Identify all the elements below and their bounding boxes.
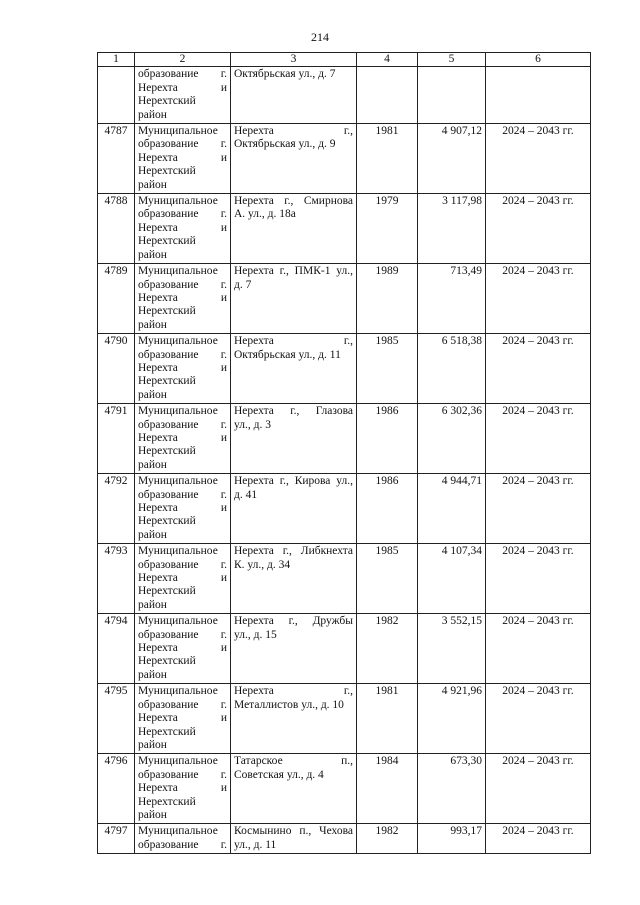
municipality-line: образование г. bbox=[138, 488, 227, 501]
address-line: Космынино п., Чехова bbox=[234, 825, 353, 838]
municipality-line: район bbox=[138, 248, 167, 261]
municipality-cell bbox=[135, 264, 231, 334]
period-cell: 2024 – 2043 гг. bbox=[486, 824, 591, 854]
row-number-cell: 4787 bbox=[98, 124, 135, 194]
municipality-cell bbox=[135, 614, 231, 684]
municipality-line: район bbox=[138, 318, 167, 331]
column-number: 6 bbox=[486, 53, 591, 67]
table-row bbox=[98, 754, 591, 824]
address-cell bbox=[231, 614, 357, 684]
address-cell bbox=[231, 334, 357, 404]
municipality-line: Муниципальное bbox=[138, 475, 218, 488]
housing-registry-table bbox=[97, 52, 591, 854]
municipality-line: Нерехтский bbox=[138, 795, 196, 808]
period-cell: 2024 – 2043 гг. bbox=[486, 544, 591, 614]
column-number: 3 bbox=[231, 53, 357, 67]
municipality-line: Нерехта и bbox=[138, 81, 227, 94]
address-cell bbox=[231, 824, 357, 854]
municipality-line: Нерехта и bbox=[138, 361, 227, 374]
row-number-cell: 4791 bbox=[98, 404, 135, 474]
table-row bbox=[98, 124, 591, 194]
municipality-line: Муниципальное bbox=[138, 265, 218, 278]
address-line: Нерехта г., Дружбы bbox=[234, 615, 353, 628]
municipality-line: Нерехта и bbox=[138, 502, 227, 514]
municipality-line: Нерехтский bbox=[138, 445, 196, 458]
year-cell: 1985 bbox=[357, 334, 418, 404]
column-number-row bbox=[98, 53, 591, 67]
page-number: 214 bbox=[311, 30, 329, 44]
cost-cell: 6 302,36 bbox=[418, 404, 486, 474]
address-cell bbox=[231, 194, 357, 264]
address-line: Металлистов ул., д. 10 bbox=[234, 698, 344, 711]
municipality-cell bbox=[135, 824, 231, 854]
cost-cell: 673,30 bbox=[418, 754, 486, 824]
municipality-line: Муниципальное bbox=[138, 615, 218, 628]
address-cell bbox=[231, 474, 357, 544]
municipality-line: Нерехтский bbox=[138, 165, 196, 178]
address-line: Советская ул., д. 4 bbox=[234, 768, 324, 781]
municipality-line: Муниципальное bbox=[138, 405, 218, 418]
municipality-line: образование г. bbox=[138, 348, 227, 361]
municipality-line: образование г. bbox=[138, 768, 227, 781]
address-line: Нерехта г., Глазова bbox=[234, 405, 353, 418]
municipality-line: Нерехтский bbox=[138, 305, 196, 318]
address-line: Нерехта г., Кирова ул., bbox=[234, 475, 353, 488]
municipality-line: район bbox=[138, 528, 167, 541]
municipality-line: образование г. bbox=[138, 838, 227, 851]
municipality-cell bbox=[135, 124, 231, 194]
row-number-cell: 4796 bbox=[98, 754, 135, 824]
municipality-line: район bbox=[138, 808, 167, 821]
period-cell: 2024 – 2043 гг. bbox=[486, 264, 591, 334]
cost-cell: 3 117,98 bbox=[418, 194, 486, 264]
municipality-line: район bbox=[138, 178, 167, 191]
period-cell: 2024 – 2043 гг. bbox=[486, 124, 591, 194]
municipality-line: Муниципальное bbox=[138, 685, 218, 698]
municipality-line: Нерехтский bbox=[138, 515, 196, 528]
municipality-line: Нерехта и bbox=[138, 221, 227, 234]
municipality-line: образование г. bbox=[138, 698, 227, 711]
municipality-line: Муниципальное bbox=[138, 545, 218, 558]
cost-cell: 4 944,71 bbox=[418, 474, 486, 544]
municipality-cell bbox=[135, 334, 231, 404]
address-cell bbox=[231, 67, 357, 124]
municipality-line: образование г. bbox=[138, 68, 227, 81]
row-number-cell: 4795 bbox=[98, 684, 135, 754]
municipality-line: Нерехтский bbox=[138, 235, 196, 248]
municipality-cell bbox=[135, 474, 231, 544]
year-cell: 1979 bbox=[357, 194, 418, 264]
year-cell: 1986 bbox=[357, 474, 418, 544]
row-number-cell: 4789 bbox=[98, 264, 135, 334]
municipality-cell bbox=[135, 404, 231, 474]
continuation-row bbox=[98, 67, 591, 124]
municipality-cell bbox=[135, 544, 231, 614]
cost-cell: 713,49 bbox=[418, 264, 486, 334]
municipality-line: район bbox=[138, 738, 167, 751]
period-cell: 2024 – 2043 гг. bbox=[486, 754, 591, 824]
table-row bbox=[98, 334, 591, 404]
row-number-cell: 4793 bbox=[98, 544, 135, 614]
municipality-line: Нерехтский bbox=[138, 725, 196, 738]
row-number-cell: 4797 bbox=[98, 824, 135, 854]
address-cell bbox=[231, 544, 357, 614]
municipality-cell bbox=[135, 684, 231, 754]
column-number: 1 bbox=[98, 53, 135, 67]
table-row bbox=[98, 194, 591, 264]
municipality-line: образование г. bbox=[138, 628, 227, 641]
year-cell: 1981 bbox=[357, 124, 418, 194]
municipality-cell bbox=[135, 67, 231, 124]
address-cell bbox=[231, 124, 357, 194]
column-number: 2 bbox=[135, 53, 231, 67]
municipality-line: Нерехтский bbox=[138, 585, 196, 598]
municipality-line: район bbox=[138, 108, 167, 121]
year-cell: 1985 bbox=[357, 544, 418, 614]
cost-cell: 993,17 bbox=[418, 824, 486, 854]
table-row bbox=[98, 474, 591, 544]
municipality-line: образование г. bbox=[138, 138, 227, 151]
municipality-line: Нерехта и bbox=[138, 782, 227, 795]
municipality-line: Нерехтский bbox=[138, 655, 196, 668]
address-cell bbox=[231, 684, 357, 754]
address-line: Нерехта г., Либкнехта bbox=[234, 545, 353, 558]
municipality-line: Нерехта и bbox=[138, 712, 227, 725]
municipality-line: Нерехта и bbox=[138, 151, 227, 164]
address-line: д. 41 bbox=[234, 488, 258, 501]
address-line: д. 7 bbox=[234, 278, 252, 291]
municipality-line: район bbox=[138, 388, 167, 401]
column-number: 4 bbox=[357, 53, 418, 67]
municipality-line: район bbox=[138, 598, 167, 611]
row-number-cell: 4790 bbox=[98, 334, 135, 404]
year-cell: 1986 bbox=[357, 404, 418, 474]
cost-cell bbox=[418, 67, 486, 124]
row-number-cell: 4794 bbox=[98, 614, 135, 684]
address-line: Нерехта г., Смирнова bbox=[234, 195, 353, 208]
municipality-line: район bbox=[138, 458, 167, 471]
cost-cell: 6 518,38 bbox=[418, 334, 486, 404]
municipality-line: Муниципальное bbox=[138, 335, 218, 348]
year-cell: 1989 bbox=[357, 264, 418, 334]
table-row bbox=[98, 614, 591, 684]
period-cell: 2024 – 2043 гг. bbox=[486, 684, 591, 754]
period-cell: 2024 – 2043 гг. bbox=[486, 404, 591, 474]
cost-cell: 4 107,34 bbox=[418, 544, 486, 614]
table-row bbox=[98, 404, 591, 474]
cost-cell: 4 921,96 bbox=[418, 684, 486, 754]
period-cell bbox=[486, 67, 591, 124]
address-line: Нерехта г., bbox=[234, 335, 353, 348]
address-line: Октябрьская ул., д. 9 bbox=[234, 138, 336, 151]
municipality-cell bbox=[135, 754, 231, 824]
table-row bbox=[98, 684, 591, 754]
municipality-line: образование г. bbox=[138, 278, 227, 291]
municipality-line: образование г. bbox=[138, 208, 227, 221]
address-line: ул., д. 11 bbox=[234, 838, 277, 851]
row-number-cell: 4792 bbox=[98, 474, 135, 544]
municipality-line: Нерехта и bbox=[138, 291, 227, 304]
municipality-line: Нерехтский bbox=[138, 375, 196, 388]
column-number: 5 bbox=[418, 53, 486, 67]
row-number-cell: 4788 bbox=[98, 194, 135, 264]
period-cell: 2024 – 2043 гг. bbox=[486, 474, 591, 544]
municipality-line: Муниципальное bbox=[138, 825, 218, 838]
municipality-cell bbox=[135, 194, 231, 264]
municipality-line: Нерехта и bbox=[138, 642, 227, 655]
municipality-line: Нерехта и bbox=[138, 431, 227, 444]
table-row bbox=[98, 824, 591, 854]
year-cell bbox=[357, 67, 418, 124]
address-line: А. ул., д. 18а bbox=[234, 208, 296, 221]
period-cell: 2024 – 2043 гг. bbox=[486, 614, 591, 684]
municipality-line: Муниципальное bbox=[138, 755, 218, 768]
row-number-cell bbox=[98, 67, 135, 124]
period-cell: 2024 – 2043 гг. bbox=[486, 334, 591, 404]
municipality-line: Нерехтский bbox=[138, 95, 196, 108]
year-cell: 1982 bbox=[357, 824, 418, 854]
address-line: ул., д. 15 bbox=[234, 628, 277, 641]
municipality-line: район bbox=[138, 668, 167, 681]
year-cell: 1984 bbox=[357, 754, 418, 824]
address-line: Татарское п., bbox=[234, 755, 353, 768]
address-cell bbox=[231, 754, 357, 824]
table-row bbox=[98, 544, 591, 614]
address-line: К. ул., д. 34 bbox=[234, 558, 291, 571]
municipality-line: Нерехта и bbox=[138, 572, 227, 585]
period-cell: 2024 – 2043 гг. bbox=[486, 194, 591, 264]
municipality-line: Муниципальное bbox=[138, 125, 218, 138]
address-line: Нерехта г., bbox=[234, 685, 353, 698]
address-line: Нерехта г., bbox=[234, 125, 353, 138]
address-line: Октябрьская ул., д. 7 bbox=[234, 68, 336, 81]
year-cell: 1982 bbox=[357, 614, 418, 684]
municipality-line: образование г. bbox=[138, 558, 227, 571]
year-cell: 1981 bbox=[357, 684, 418, 754]
municipality-line: образование г. bbox=[138, 418, 227, 431]
address-cell bbox=[231, 264, 357, 334]
table-row bbox=[98, 264, 591, 334]
table-body bbox=[98, 53, 591, 854]
cost-cell: 4 907,12 bbox=[418, 124, 486, 194]
municipality-line: Муниципальное bbox=[138, 195, 218, 208]
cost-cell: 3 552,15 bbox=[418, 614, 486, 684]
address-line: Нерехта г., ПМК-1 ул., bbox=[234, 265, 353, 278]
address-cell bbox=[231, 404, 357, 474]
address-line: Октябрьская ул., д. 11 bbox=[234, 348, 341, 361]
address-line: ул., д. 3 bbox=[234, 418, 271, 431]
